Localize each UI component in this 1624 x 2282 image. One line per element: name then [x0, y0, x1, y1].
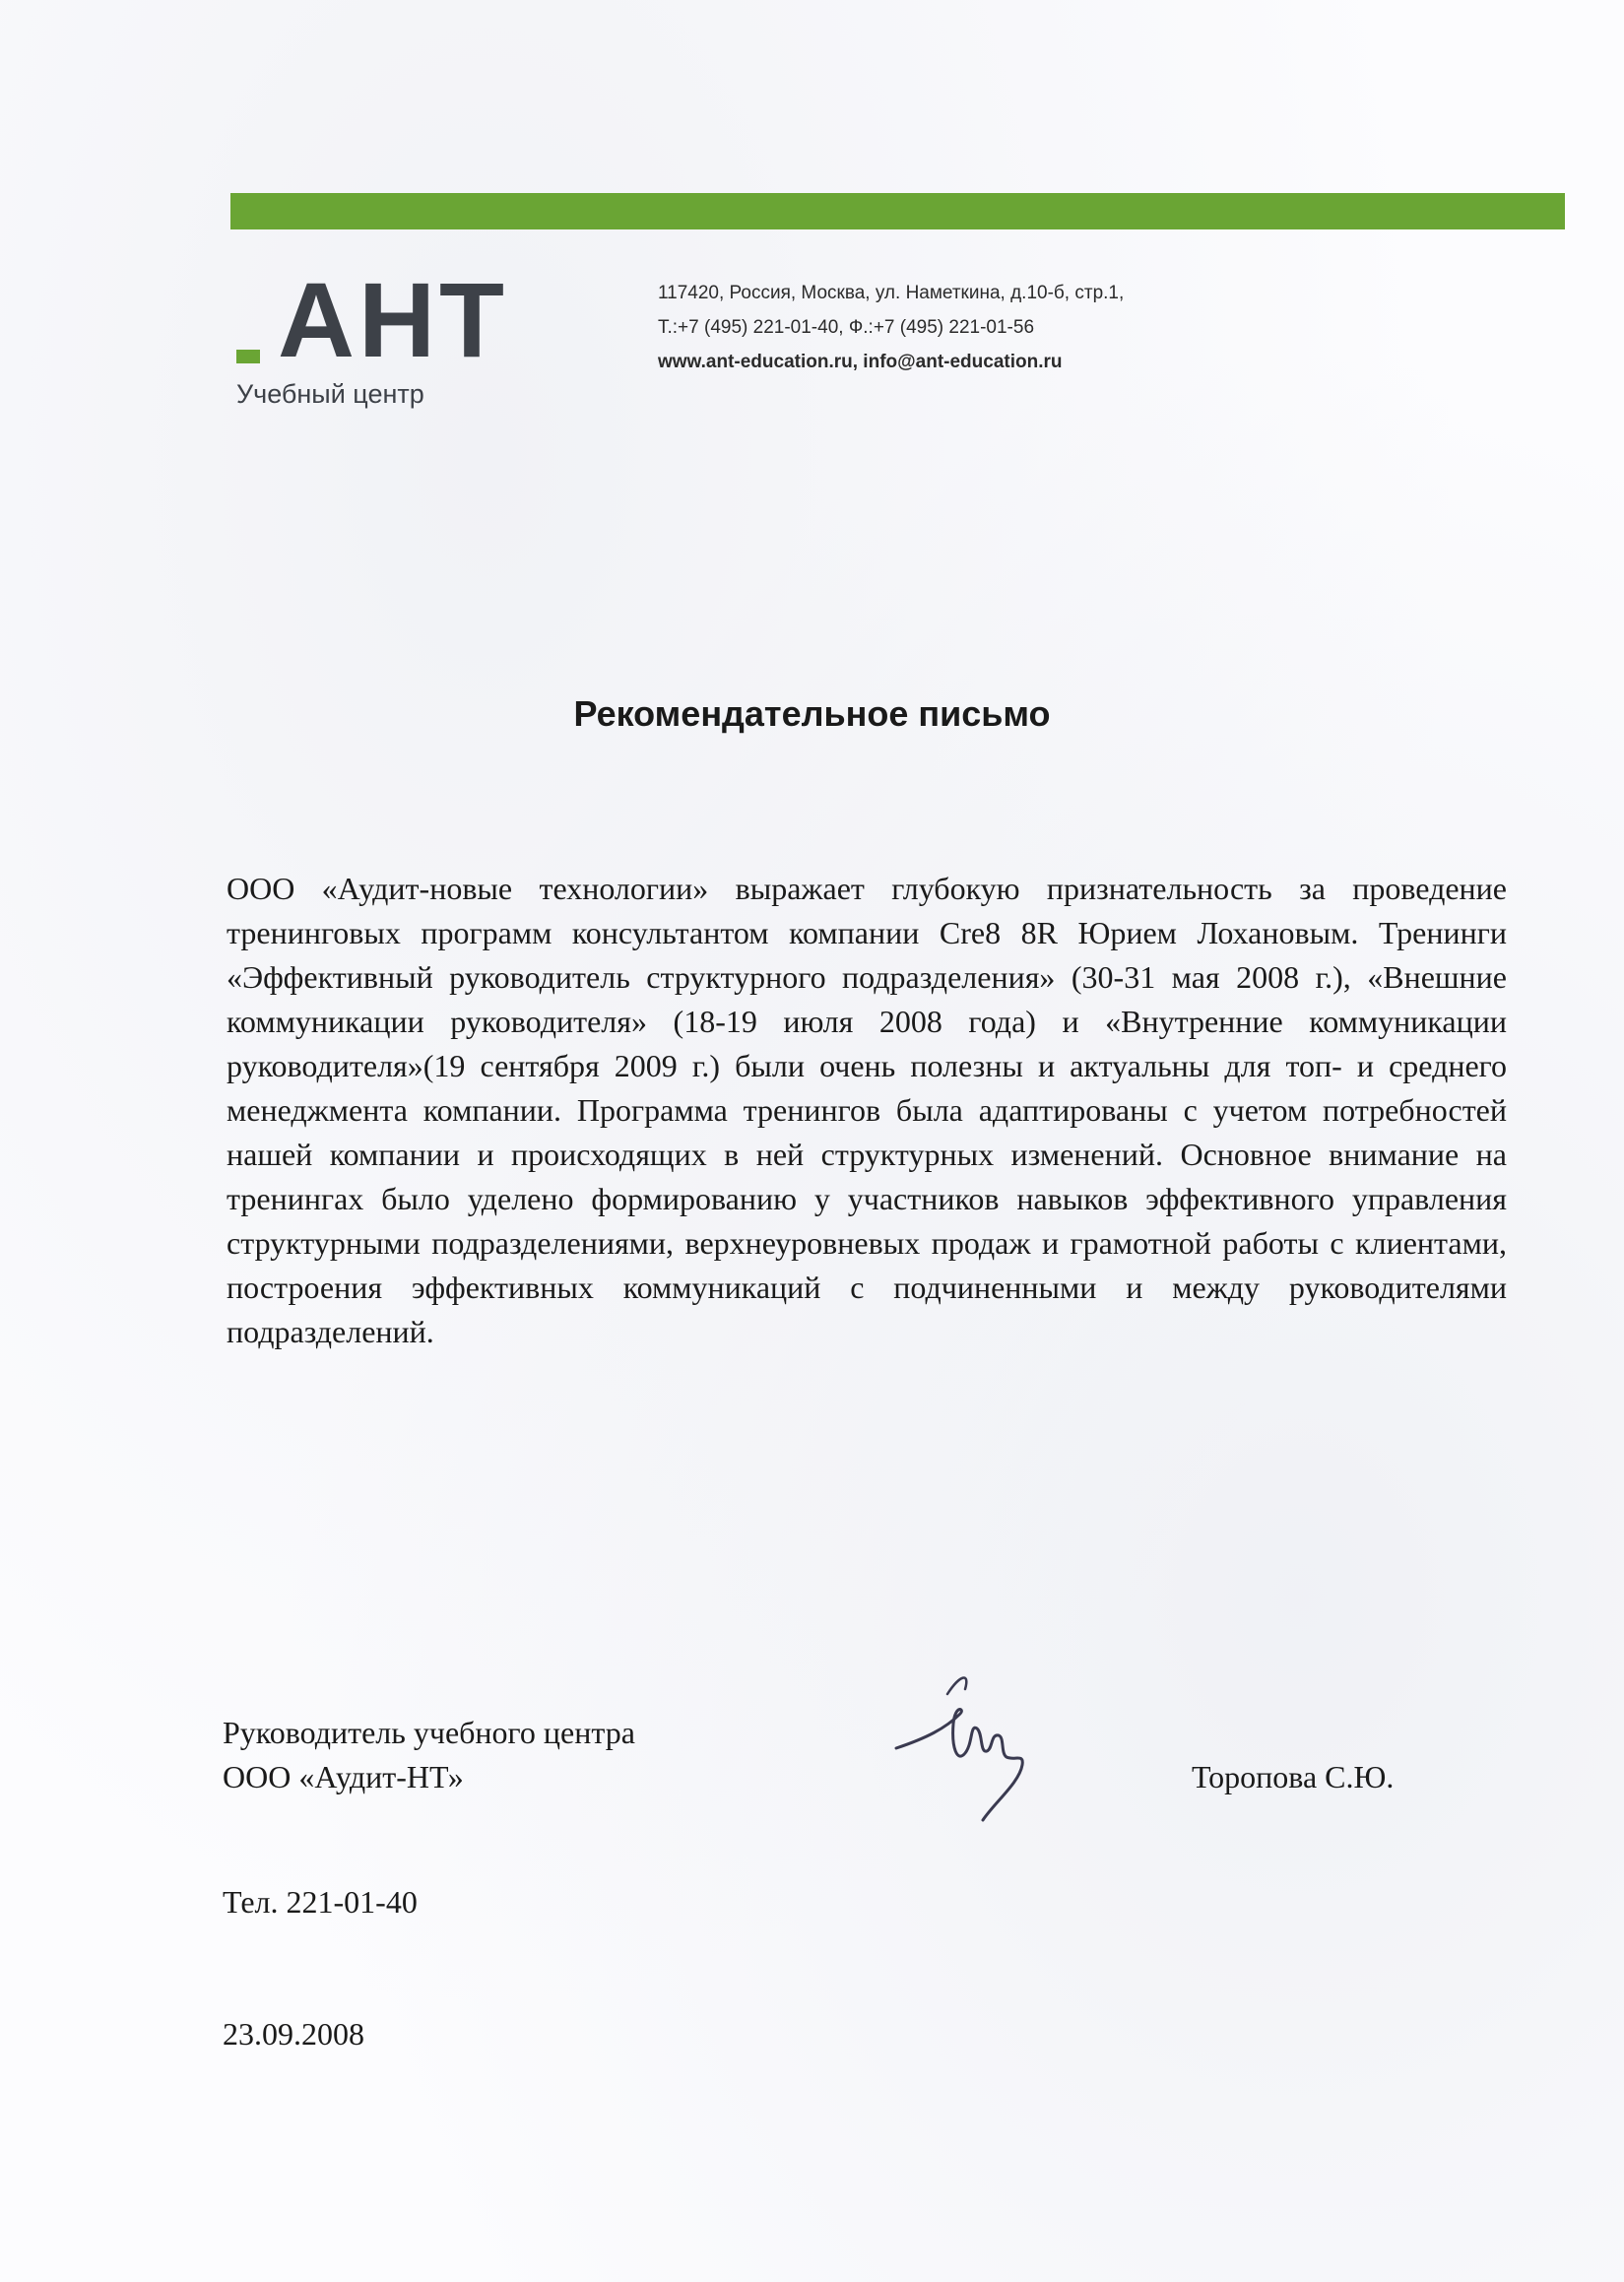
- letter-date: 23.09.2008: [223, 2016, 364, 2052]
- logo-subtitle: Учебный центр: [236, 379, 424, 409]
- logo-accent: [236, 350, 260, 363]
- handwritten-signature: [867, 1655, 1064, 1832]
- position-line-1: Руководитель учебного центра: [223, 1715, 635, 1750]
- document-title: Рекомендательное письмо: [573, 693, 1051, 734]
- company-logo: АНТ: [278, 260, 508, 379]
- letterhead-bar: [230, 193, 1565, 229]
- contact-phone: Тел. 221-01-40: [223, 1884, 418, 1920]
- phone-fax-line: Т.:+7 (495) 221-01-40, Ф.:+7 (495) 221-01-56: [658, 317, 1035, 338]
- signatory-name: Торопова С.Ю.: [1192, 1759, 1395, 1794]
- letterhead-contacts: [658, 276, 1124, 379]
- body-paragraph: ООО «Аудит-новые технологии» выражает глубокую признательность за проведение тренинговых программ консультантом компании Cre8 8R Юрием Лохановым. Тренинги «Эффективный руководитель структурного подразделения» (30-31 мая 2008 г.), «Внешние коммуникации руководителя» (18-19 июля 2008 года) и «Внутренние коммуникации руководителя»(19 сентября 2009 г.) были очень полезны и актуальны для топ- и среднего менеджмента компании. Программа тренингов была адаптированы с учетом потребностей нашей компании и происходящих в ней структурных изменений. Основное внимание на тренингах было уделено формированию у участников навыков эффективного управления структурными подразделениями, верхнеуровневых продаж и грамотной работы с клиентами, построения эффективных коммуникаций с подчиненными и между руководителями подразделений.: [227, 871, 1507, 1349]
- signatory-position: [223, 1711, 635, 1799]
- address-line: 117420, Россия, Москва, ул. Наметкина, д.10-б, стр.1,: [658, 283, 1125, 303]
- position-line-2: ООО «Аудит-НТ»: [223, 1759, 464, 1794]
- letter-body: [227, 867, 1507, 1354]
- web-email-line: www.ant-education.ru, info@ant-education.ru: [658, 352, 1063, 372]
